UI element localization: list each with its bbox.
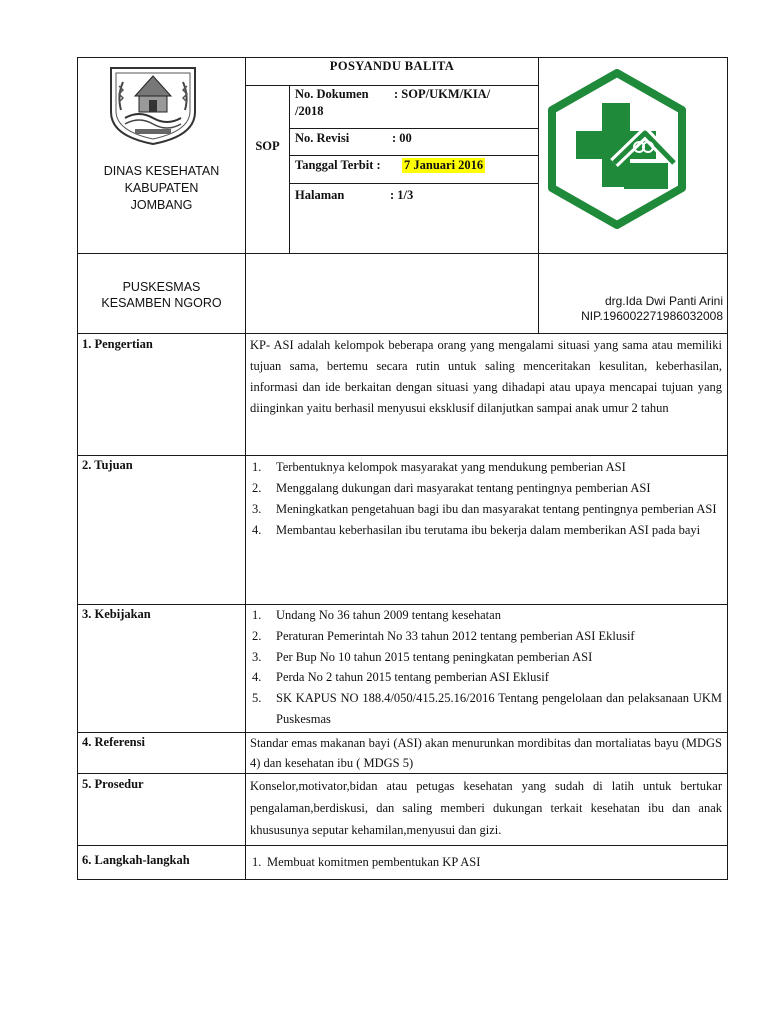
list-item-text: Meningkatkan pengetahuan bagi ibu dan masyarakat tentang pentingnya pemberian ASI bbox=[276, 502, 717, 516]
department-name bbox=[78, 163, 245, 214]
department-line-1: DINAS KESEHATAN bbox=[103, 164, 220, 178]
table-border-right bbox=[727, 57, 728, 880]
logo-column-divider bbox=[538, 57, 539, 334]
section-label-tujuan: 2. Tujuan bbox=[82, 458, 133, 472]
section-label-kebijakan: 3. Kebijakan bbox=[82, 607, 151, 621]
list-tujuan bbox=[246, 457, 722, 541]
list-item-text: Peraturan Pemerintah No 33 tahun 2012 tentang pemberian ASI Eklusif bbox=[276, 628, 635, 643]
signer-nip: NIP.196002271986032008 bbox=[581, 309, 723, 323]
revision-value: : 00 bbox=[392, 131, 412, 145]
list-item-text: SK KAPUS NO 188.4/050/415.25.16/2016 Tentang pengelolaan dan pelaksanaan UKM Puskesmas bbox=[276, 691, 722, 726]
info-row-divider-1 bbox=[289, 128, 538, 129]
list-item: 2. Menggalang dukungan dari masyarakat tentang pentingnya pemberian ASI bbox=[252, 481, 651, 495]
list-item-text: Menggalang dukungan dari masyarakat tentang pentingnya pemberian ASI bbox=[276, 481, 651, 495]
page-value: : 1/3 bbox=[390, 188, 414, 202]
puskesmas-logo-icon bbox=[546, 67, 688, 231]
sop-column-divider bbox=[289, 85, 290, 253]
issue-date-label: Tanggal Terbit : bbox=[295, 158, 381, 172]
issue-date-value: 7 Januari 2016 bbox=[404, 158, 484, 172]
table-border-top bbox=[77, 57, 727, 58]
section-text-referensi: Standar emas makanan bayi (ASI) akan menurunkan mordibitas dan mortaliatas bayu (MDGS 4) dan kesehatan ibu ( MDGS 5) bbox=[250, 736, 722, 770]
puskesmas-line-2: KESAMBEN NGORO bbox=[101, 296, 222, 310]
signer-block bbox=[539, 294, 723, 324]
list-item: 5. SK KAPUS NO 188.4/050/415.25.16/2016 Tentang pengelolaan dan pelaksanaan UKM Puskesmas bbox=[252, 691, 722, 726]
list-item-text: Per Bup No 10 tahun 2015 tentang peningkatan pemberian ASI bbox=[276, 649, 593, 664]
section-text-pengertian: KP- ASI adalah kelompok beberapa orang yang mengalami situasi yang sama atau memiliki tujuan sama, bertemu secara rutin untuk saling menceritakan kesulitan, keberhasilan, informasi dan ide berkaitan dengan situasi yang dihadapi atau upaya mencapai tujuan yang diinginkan yaitu berhasil menyusui eksklusif dilanjutkan sampai anak umur 2 tahun bbox=[250, 338, 722, 415]
section-label-referensi: 4. Referensi bbox=[82, 735, 145, 749]
info-row-divider-2 bbox=[289, 155, 538, 156]
section-divider-6 bbox=[77, 845, 727, 846]
list-kebijakan bbox=[246, 605, 722, 730]
signer-name: drg.Ida Dwi Panti Arini bbox=[604, 294, 723, 308]
department-line-3: JOMBANG bbox=[130, 198, 193, 212]
department-line-2: KABUPATEN bbox=[124, 181, 199, 195]
section-label-prosedur: 5. Prosedur bbox=[82, 777, 144, 791]
list-item-text: Terbentuknya kelompok masyarakat yang mendukung pemberian ASI bbox=[276, 460, 626, 474]
list-item-text: Undang No 36 tahun 2009 tentang kesehatan bbox=[276, 608, 501, 622]
doc-number-label: No. Dokumen bbox=[295, 87, 369, 101]
list-item: 1. Undang No 36 tahun 2009 tentang kesehatan bbox=[252, 608, 501, 622]
info-row-divider-3 bbox=[289, 183, 538, 184]
document-title: POSYANDU BALITA bbox=[329, 59, 455, 73]
section-divider-5 bbox=[77, 773, 727, 774]
list-item: 2. Peraturan Pemerintah No 33 tahun 2012 tentang pemberian ASI Eklusif bbox=[252, 628, 635, 643]
section-divider-2 bbox=[77, 455, 727, 456]
section-text-prosedur: Konselor,motivator,bidan atau petugas kesehatan yang sudah di latih untuk bertukar pengalaman,berdiskusi, dan saling memberi dukungan terkait kesehatan ibu dan anak khususunya seputar kehamilan,menyusui dan gizi. bbox=[250, 779, 722, 837]
list-item-text: Membuat komitmen pembentukan KP ASI bbox=[267, 855, 481, 869]
sop-label: SOP bbox=[255, 139, 280, 153]
list-item: 4. Membantau keberhasilan ibu terutama ibu bekerja dalam memberikan ASI pada bayi bbox=[252, 523, 701, 537]
puskesmas-name bbox=[78, 279, 245, 311]
section-label-langkah: 6. Langkah-langkah bbox=[82, 853, 190, 867]
page-label: Halaman bbox=[295, 188, 345, 202]
list-item: 3. Meningkatkan pengetahuan bagi ibu dan masyarakat tentang pentingnya pemberian ASI bbox=[252, 502, 717, 516]
list-item-text: Membantau keberhasilan ibu terutama ibu bekerja dalam memberikan ASI pada bayi bbox=[276, 523, 701, 537]
revision-label: No. Revisi bbox=[295, 131, 350, 145]
list-item: 1. Terbentuknya kelompok masyarakat yang mendukung pemberian ASI bbox=[252, 460, 626, 474]
list-item: 4. Perda No 2 tahun 2015 tentang pemberian ASI Eklusif bbox=[252, 670, 549, 685]
list-langkah bbox=[246, 852, 722, 872]
doc-number-value: : SOP/UKM/KIA/ bbox=[394, 87, 491, 101]
list-item: 3. Per Bup No 10 tahun 2015 tentang peningkatan pemberian ASI bbox=[252, 649, 593, 664]
list-item-text: Perda No 2 tahun 2015 tentang pemberian ASI Eklusif bbox=[276, 670, 549, 685]
list-item: 1. Membuat komitmen pembentukan KP ASI bbox=[252, 855, 481, 869]
puskesmas-line-1: PUSKESMAS bbox=[122, 280, 201, 294]
table-border-bottom bbox=[77, 879, 727, 880]
doc-number-value-cont: /2018 bbox=[295, 104, 324, 118]
district-crest-icon bbox=[105, 66, 201, 146]
section-divider-1 bbox=[77, 333, 727, 334]
header-row-divider bbox=[77, 253, 727, 254]
title-row-divider bbox=[245, 85, 538, 86]
section-label-pengertian: 1. Pengertian bbox=[82, 337, 153, 351]
